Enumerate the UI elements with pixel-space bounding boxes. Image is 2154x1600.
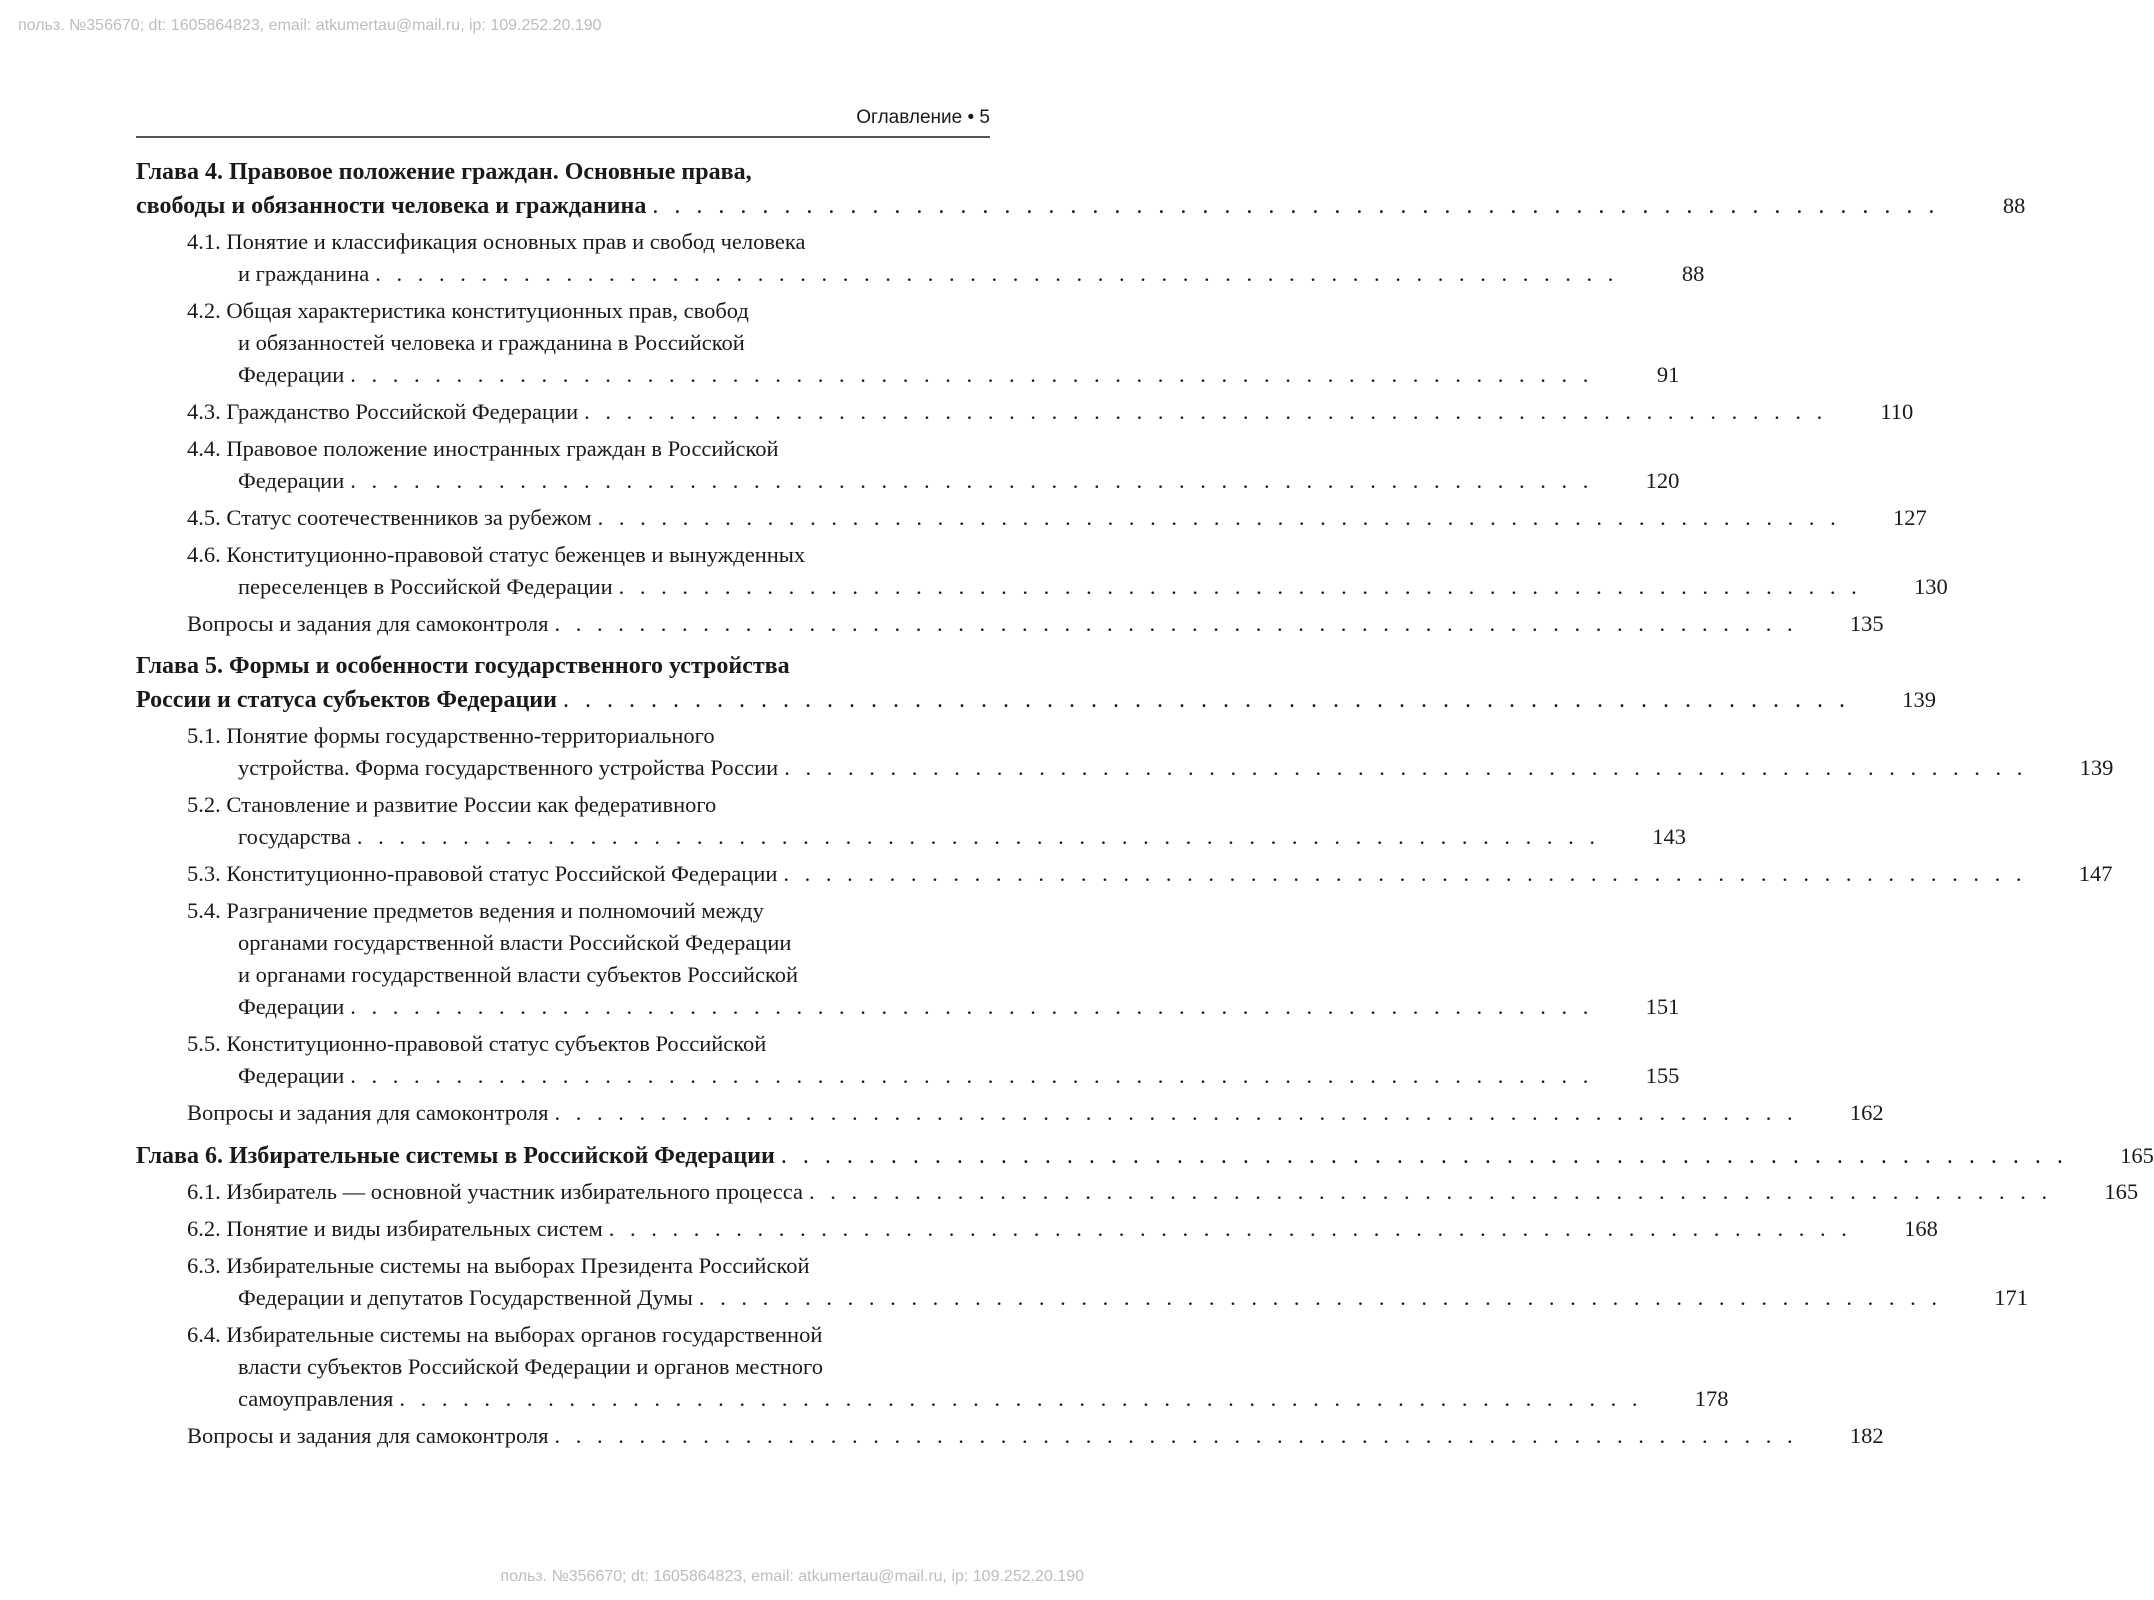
toc-line — [187, 858, 2113, 890]
leader-dots: . . . . . . . . . . . . . . . . . . . . . . . . . . . . . . . . . . . . . . . . . . . . . . . . . . . . . . . . . . . — [350, 1063, 1594, 1088]
toc-section — [136, 396, 1914, 428]
toc-line — [187, 571, 1948, 603]
toc-line — [187, 1176, 2139, 1208]
toc-title-text: 6.2. Понятие и виды избирательных систем — [187, 1216, 603, 1241]
leader-dots: . . . . . . . . . . . . . . . . . . . . . . . . . . . . . . . . . . . . . . . . . . . . . . . . . . . . . . . . . . . — [618, 574, 1862, 599]
watermark-bottom: польз. №356670; dt: 1605864823, email: atkumertau@mail.ru, ip: 109.252.20.190 — [500, 1568, 1084, 1585]
toc-line — [187, 821, 1686, 853]
leader-dots: . . . . . . . . . . . . . . . . . . . . . . . . . . . . . . . . . . . . . . . . . . . . . . . . . . . . . . . . . . . — [597, 505, 1841, 530]
watermark-top: польз. №356670; dt: 1605864823, email: atkumertau@mail.ru, ip: 109.252.20.190 — [18, 17, 602, 34]
leader-dots: . . . . . . . . . . . . . . . . . . . . . . . . . . . . . . . . . . . . . . . . . . . . . . . . . . . . . . . . . . . — [554, 611, 1798, 636]
toc-title-text: самоуправления — [238, 1386, 394, 1411]
toc-line: 4.2. Общая характеристика конституционных прав, свобод — [187, 298, 749, 323]
toc-line — [187, 396, 1914, 428]
toc-questions — [136, 608, 1884, 640]
leader-dots: . . . . . . . . . . . . . . . . . . . . . . . . . . . . . . . . . . . . . . . . . . . . . . . . . . . . . . . . . . . — [399, 1386, 1643, 1411]
toc-section — [136, 226, 1705, 290]
leader-dots: . . . . . . . . . . . . . . . . . . . . . . . . . . . . . . . . . . . . . . . . . . . . . . . . . . . . . . . . . . . — [562, 687, 1850, 713]
header-rule — [136, 136, 990, 138]
page-number: 127 — [1892, 505, 1927, 530]
toc-section — [136, 539, 1948, 603]
toc-line: 4.6. Конституционно-правовой статус беженцев и вынужденных — [187, 542, 806, 567]
leader-dots: . . . . . . . . . . . . . . . . . . . . . . . . . . . . . . . . . . . . . . . . . . . . . . . . . . . . . . . . . . . — [608, 1216, 1852, 1241]
leader-dots: . . . . . . . . . . . . . . . . . . . . . . . . . . . . . . . . . . . . . . . . . . . . . . . . . . . . . . . . . . . — [375, 261, 1619, 286]
toc-line — [187, 1213, 1938, 1245]
toc-section — [136, 1250, 2028, 1314]
toc-line: 5.1. Понятие формы государственно-территориального — [187, 723, 715, 748]
toc-title-text: России и статуса субъектов Федерации — [136, 687, 557, 713]
toc-title-text: Глава 6. Избирательные системы в Российской Федерации — [136, 1143, 775, 1169]
toc-line: 4.1. Понятие и классификация основных прав и свобод человека — [187, 229, 806, 254]
toc-title-text: 5.3. Конституционно-правовой статус Российской Федерации — [187, 861, 778, 886]
page-number: 88 — [2002, 193, 2026, 218]
toc-chapter — [136, 1139, 2154, 1173]
toc-line — [187, 359, 1680, 391]
toc-title-text: Федерации — [238, 1063, 345, 1088]
toc-line: власти субъектов Российской Федерации и органов местного — [238, 1354, 823, 1379]
leader-dots: . . . . . . . . . . . . . . . . . . . . . . . . . . . . . . . . . . . . . . . . . . . . . . . . . . . . . . . . . . . — [356, 824, 1600, 849]
leader-dots: . . . . . . . . . . . . . . . . . . . . . . . . . . . . . . . . . . . . . . . . . . . . . . . . . . . . . . . . . . . — [584, 399, 1828, 424]
toc-title-text: 6.1. Избиратель — основной участник избирательного процесса — [187, 1179, 803, 1204]
toc-line: 6.4. Избирательные системы на выборах органов государственной — [187, 1322, 823, 1347]
toc-line — [187, 1420, 1884, 1452]
toc-line: 5.4. Разграничение предметов ведения и полномочий между — [187, 898, 764, 923]
toc-line: 6.3. Избирательные системы на выборах Президента Российской — [187, 1253, 810, 1278]
page-number: 91 — [1656, 362, 1680, 387]
toc-chapter — [136, 156, 2026, 223]
leader-dots: . . . . . . . . . . . . . . . . . . . . . . . . . . . . . . . . . . . . . . . . . . . . . . . . . . . . . . . . . . . — [783, 861, 2027, 886]
toc-line — [187, 1282, 2028, 1314]
leader-dots: . . . . . . . . . . . . . . . . . . . . . . . . . . . . . . . . . . . . . . . . . . . . . . . . . . . . . . . . . . . — [554, 1423, 1798, 1448]
running-head: Оглавление • 5 — [856, 107, 990, 128]
toc-line: Глава 5. Формы и особенности государственного устройства — [136, 653, 790, 679]
page-number: 120 — [1645, 468, 1680, 493]
toc-line: Глава 4. Правовое положение граждан. Основные права, — [136, 159, 752, 185]
page-number: 147 — [2078, 861, 2113, 886]
toc-line: и обязанностей человека и гражданина в Российской — [238, 330, 745, 355]
page-number: 171 — [1994, 1285, 2028, 1310]
page-number: 168 — [1904, 1216, 1938, 1241]
toc-title-text: государства — [238, 824, 351, 849]
toc-line — [187, 991, 1680, 1023]
toc-section — [136, 720, 2114, 784]
toc-title-text: 4.5. Статус соотечественников за рубежом — [187, 505, 592, 530]
toc-line: 4.4. Правовое положение иностранных граждан в Российской — [187, 436, 779, 461]
toc-line — [187, 258, 1705, 290]
toc-line — [136, 683, 1936, 717]
toc-line — [136, 189, 2026, 223]
page-number: 139 — [2079, 755, 2114, 780]
toc-section — [136, 1319, 1729, 1415]
toc-questions — [136, 1097, 1884, 1129]
page-number: 135 — [1849, 611, 1884, 636]
page-number: 88 — [1681, 261, 1705, 286]
page-number: 178 — [1694, 1386, 1729, 1411]
toc-line — [187, 752, 2114, 784]
toc-line — [187, 1383, 1729, 1415]
toc-section — [136, 1028, 1680, 1092]
toc-title-text: Федерации и депутатов Государственной Думы — [238, 1285, 693, 1310]
toc-line: и органами государственной власти субъектов Российской — [238, 962, 799, 987]
toc-line: органами государственной власти Российской Федерации — [238, 930, 792, 955]
page-number: 182 — [1849, 1423, 1884, 1448]
leader-dots: . . . . . . . . . . . . . . . . . . . . . . . . . . . . . . . . . . . . . . . . . . . . . . . . . . . . . . . . . . . — [350, 994, 1594, 1019]
table-of-contents — [136, 156, 2154, 1457]
page-number: 143 — [1652, 824, 1686, 849]
page-number: 165 — [2104, 1179, 2139, 1204]
toc-line — [187, 1097, 1884, 1129]
leader-dots: . . . . . . . . . . . . . . . . . . . . . . . . . . . . . . . . . . . . . . . . . . . . . . . . . . . . . . . . . . . — [554, 1100, 1798, 1125]
toc-line — [136, 1139, 2154, 1173]
toc-line: 5.5. Конституционно-правовой статус субъектов Российской — [187, 1031, 767, 1056]
toc-section — [136, 1213, 1938, 1245]
toc-title-text: Вопросы и задания для самоконтроля — [187, 1423, 549, 1448]
toc-title-text: переселенцев в Российской Федерации — [238, 574, 613, 599]
toc-title-text: Федерации — [238, 994, 345, 1019]
toc-section — [136, 858, 2113, 890]
page-number: 151 — [1645, 994, 1680, 1019]
toc-title-text: Федерации — [238, 362, 345, 387]
leader-dots: . . . . . . . . . . . . . . . . . . . . . . . . . . . . . . . . . . . . . . . . . . . . . . . . . . . . . . . . . . . — [808, 1179, 2053, 1204]
toc-line — [187, 465, 1680, 497]
toc-title-text: Вопросы и задания для самоконтроля — [187, 611, 549, 636]
toc-line — [187, 502, 1927, 534]
leader-dots: . . . . . . . . . . . . . . . . . . . . . . . . . . . . . . . . . . . . . . . . . . . . . . . . . . . . . . . . . . . — [350, 362, 1594, 387]
toc-line: 5.2. Становление и развитие России как федеративного — [187, 792, 717, 817]
toc-title-text: Вопросы и задания для самоконтроля — [187, 1100, 549, 1125]
toc-section — [136, 433, 1680, 497]
toc-line — [187, 608, 1884, 640]
toc-section — [136, 789, 1686, 853]
toc-chapter — [136, 650, 1936, 717]
toc-section — [136, 295, 1680, 391]
toc-section — [136, 895, 1680, 1023]
toc-title-text: 4.3. Гражданство Российской Федерации — [187, 399, 579, 424]
page-number: 110 — [1880, 399, 1914, 424]
toc-title-text: свободы и обязанности человека и гражданина — [136, 193, 647, 219]
toc-title-text: Федерации — [238, 468, 345, 493]
leader-dots: . . . . . . . . . . . . . . . . . . . . . . . . . . . . . . . . . . . . . . . . . . . . . . . . . . . . . . . . . . . — [784, 755, 2028, 780]
leader-dots: . . . . . . . . . . . . . . . . . . . . . . . . . . . . . . . . . . . . . . . . . . . . . . . . . . . . . . . . . . . — [652, 193, 1940, 219]
page-number: 130 — [1914, 574, 1948, 599]
leader-dots: . . . . . . . . . . . . . . . . . . . . . . . . . . . . . . . . . . . . . . . . . . . . . . . . . . . . . . . . . . . — [350, 468, 1594, 493]
toc-title-text: и гражданина — [238, 261, 370, 286]
toc-section — [136, 502, 1927, 534]
leader-dots: . . . . . . . . . . . . . . . . . . . . . . . . . . . . . . . . . . . . . . . . . . . . . . . . . . . . . . . . . . . — [780, 1143, 2068, 1169]
page-number: 139 — [1902, 687, 1936, 712]
leader-dots: . . . . . . . . . . . . . . . . . . . . . . . . . . . . . . . . . . . . . . . . . . . . . . . . . . . . . . . . . . . — [698, 1285, 1942, 1310]
page-number: 165 — [2120, 1143, 2154, 1168]
toc-questions — [136, 1420, 1884, 1452]
toc-line — [187, 1060, 1680, 1092]
page-number: 162 — [1849, 1100, 1884, 1125]
toc-section — [136, 1176, 2139, 1208]
page-number: 155 — [1645, 1063, 1680, 1088]
toc-title-text: устройства. Форма государственного устройства России — [238, 755, 779, 780]
